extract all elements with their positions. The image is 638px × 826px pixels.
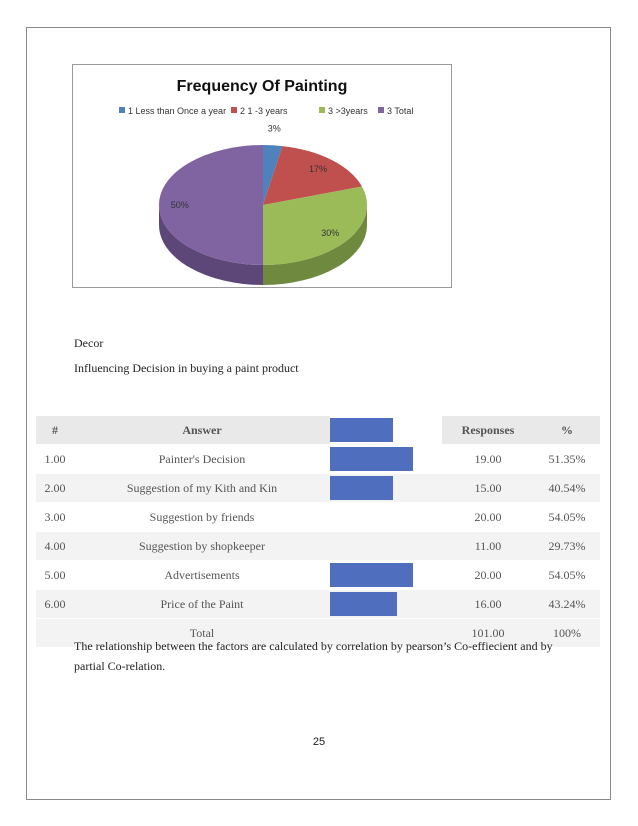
row-percent: 54.05%: [534, 503, 600, 532]
slice-data-label: 30%: [321, 228, 340, 239]
responses-table: [36, 416, 600, 648]
row-responses: 16.00: [442, 590, 534, 619]
header-answer: Answer: [74, 416, 330, 445]
table-row: [36, 474, 600, 503]
pie-chart: [72, 64, 452, 288]
total-number: [36, 619, 74, 648]
row-bar-cell: [330, 532, 442, 561]
row-bar-cell: [330, 445, 442, 474]
table-row: [36, 590, 600, 619]
table-row: [36, 561, 600, 590]
legend-swatch: [378, 107, 384, 113]
page-number: 25: [312, 736, 326, 748]
row-bar: [330, 476, 393, 500]
legend-swatch: [319, 107, 325, 113]
row-number: 6.00: [36, 590, 74, 619]
header-percent: %: [534, 416, 600, 445]
row-number: 4.00: [36, 532, 74, 561]
row-answer: Suggestion of my Kith and Kin: [74, 474, 330, 503]
header-bar: [330, 418, 393, 442]
row-percent: 43.24%: [534, 590, 600, 619]
row-bar: [330, 592, 397, 616]
pie-chart-svg: [73, 65, 451, 287]
row-number: 5.00: [36, 561, 74, 590]
legend-label: 3 >3years: [328, 106, 368, 116]
row-percent: 54.05%: [534, 561, 600, 590]
table-row: [36, 532, 600, 561]
row-bar-cell: [330, 503, 442, 532]
total-percent: 100%: [534, 619, 600, 648]
legend-swatch: [119, 107, 125, 113]
header-number: #: [36, 416, 74, 445]
legend-label: 2 1 -3 years: [240, 106, 288, 116]
table-header-row: [36, 416, 600, 445]
row-responses: 15.00: [442, 474, 534, 503]
row-responses: 11.00: [442, 532, 534, 561]
slice-data-label: 50%: [170, 200, 189, 210]
row-answer: Painter's Decision: [74, 445, 330, 474]
slice-data-label: 3%: [267, 123, 281, 134]
header-responses: Responses: [442, 416, 534, 445]
legend-label: 3 Total: [387, 106, 414, 116]
slice-data-label: 17%: [309, 163, 328, 174]
section-heading: Decor: [74, 336, 104, 350]
row-number: 2.00: [36, 474, 74, 503]
row-bar-cell: [330, 561, 442, 590]
total-responses: 101.00: [442, 619, 534, 648]
header-bar-cell: [330, 416, 442, 445]
row-answer: Price of the Paint: [74, 590, 330, 619]
row-responses: 20.00: [442, 503, 534, 532]
row-bar-cell: [330, 474, 442, 503]
section-subheading: Influencing Decision in buying a paint product: [74, 361, 299, 375]
row-answer: Suggestion by shopkeeper: [74, 532, 330, 561]
row-answer: Suggestion by friends: [74, 503, 330, 532]
chart-title: Frequency Of Painting: [176, 78, 348, 95]
row-answer: Advertisements: [74, 561, 330, 590]
row-bar: [330, 447, 413, 471]
total-label: Total: [74, 619, 330, 648]
row-responses: 19.00: [442, 445, 534, 474]
row-percent: 40.54%: [534, 474, 600, 503]
row-bar-cell: [330, 590, 442, 619]
row-number: 3.00: [36, 503, 74, 532]
row-percent: 51.35%: [534, 445, 600, 474]
row-bar: [330, 563, 413, 587]
legend-swatch: [231, 107, 237, 113]
row-number: 1.00: [36, 445, 74, 474]
correlation-note: The relationship between the factors are calculated by correlation by pearson’s Co-effiecient and by partial Co-relation.: [74, 639, 553, 673]
legend-label: 1 Less than Once a year: [128, 106, 227, 116]
row-percent: 29.73%: [534, 532, 600, 561]
table-row: [36, 503, 600, 532]
row-responses: 20.00: [442, 561, 534, 590]
table-row: [36, 445, 600, 474]
